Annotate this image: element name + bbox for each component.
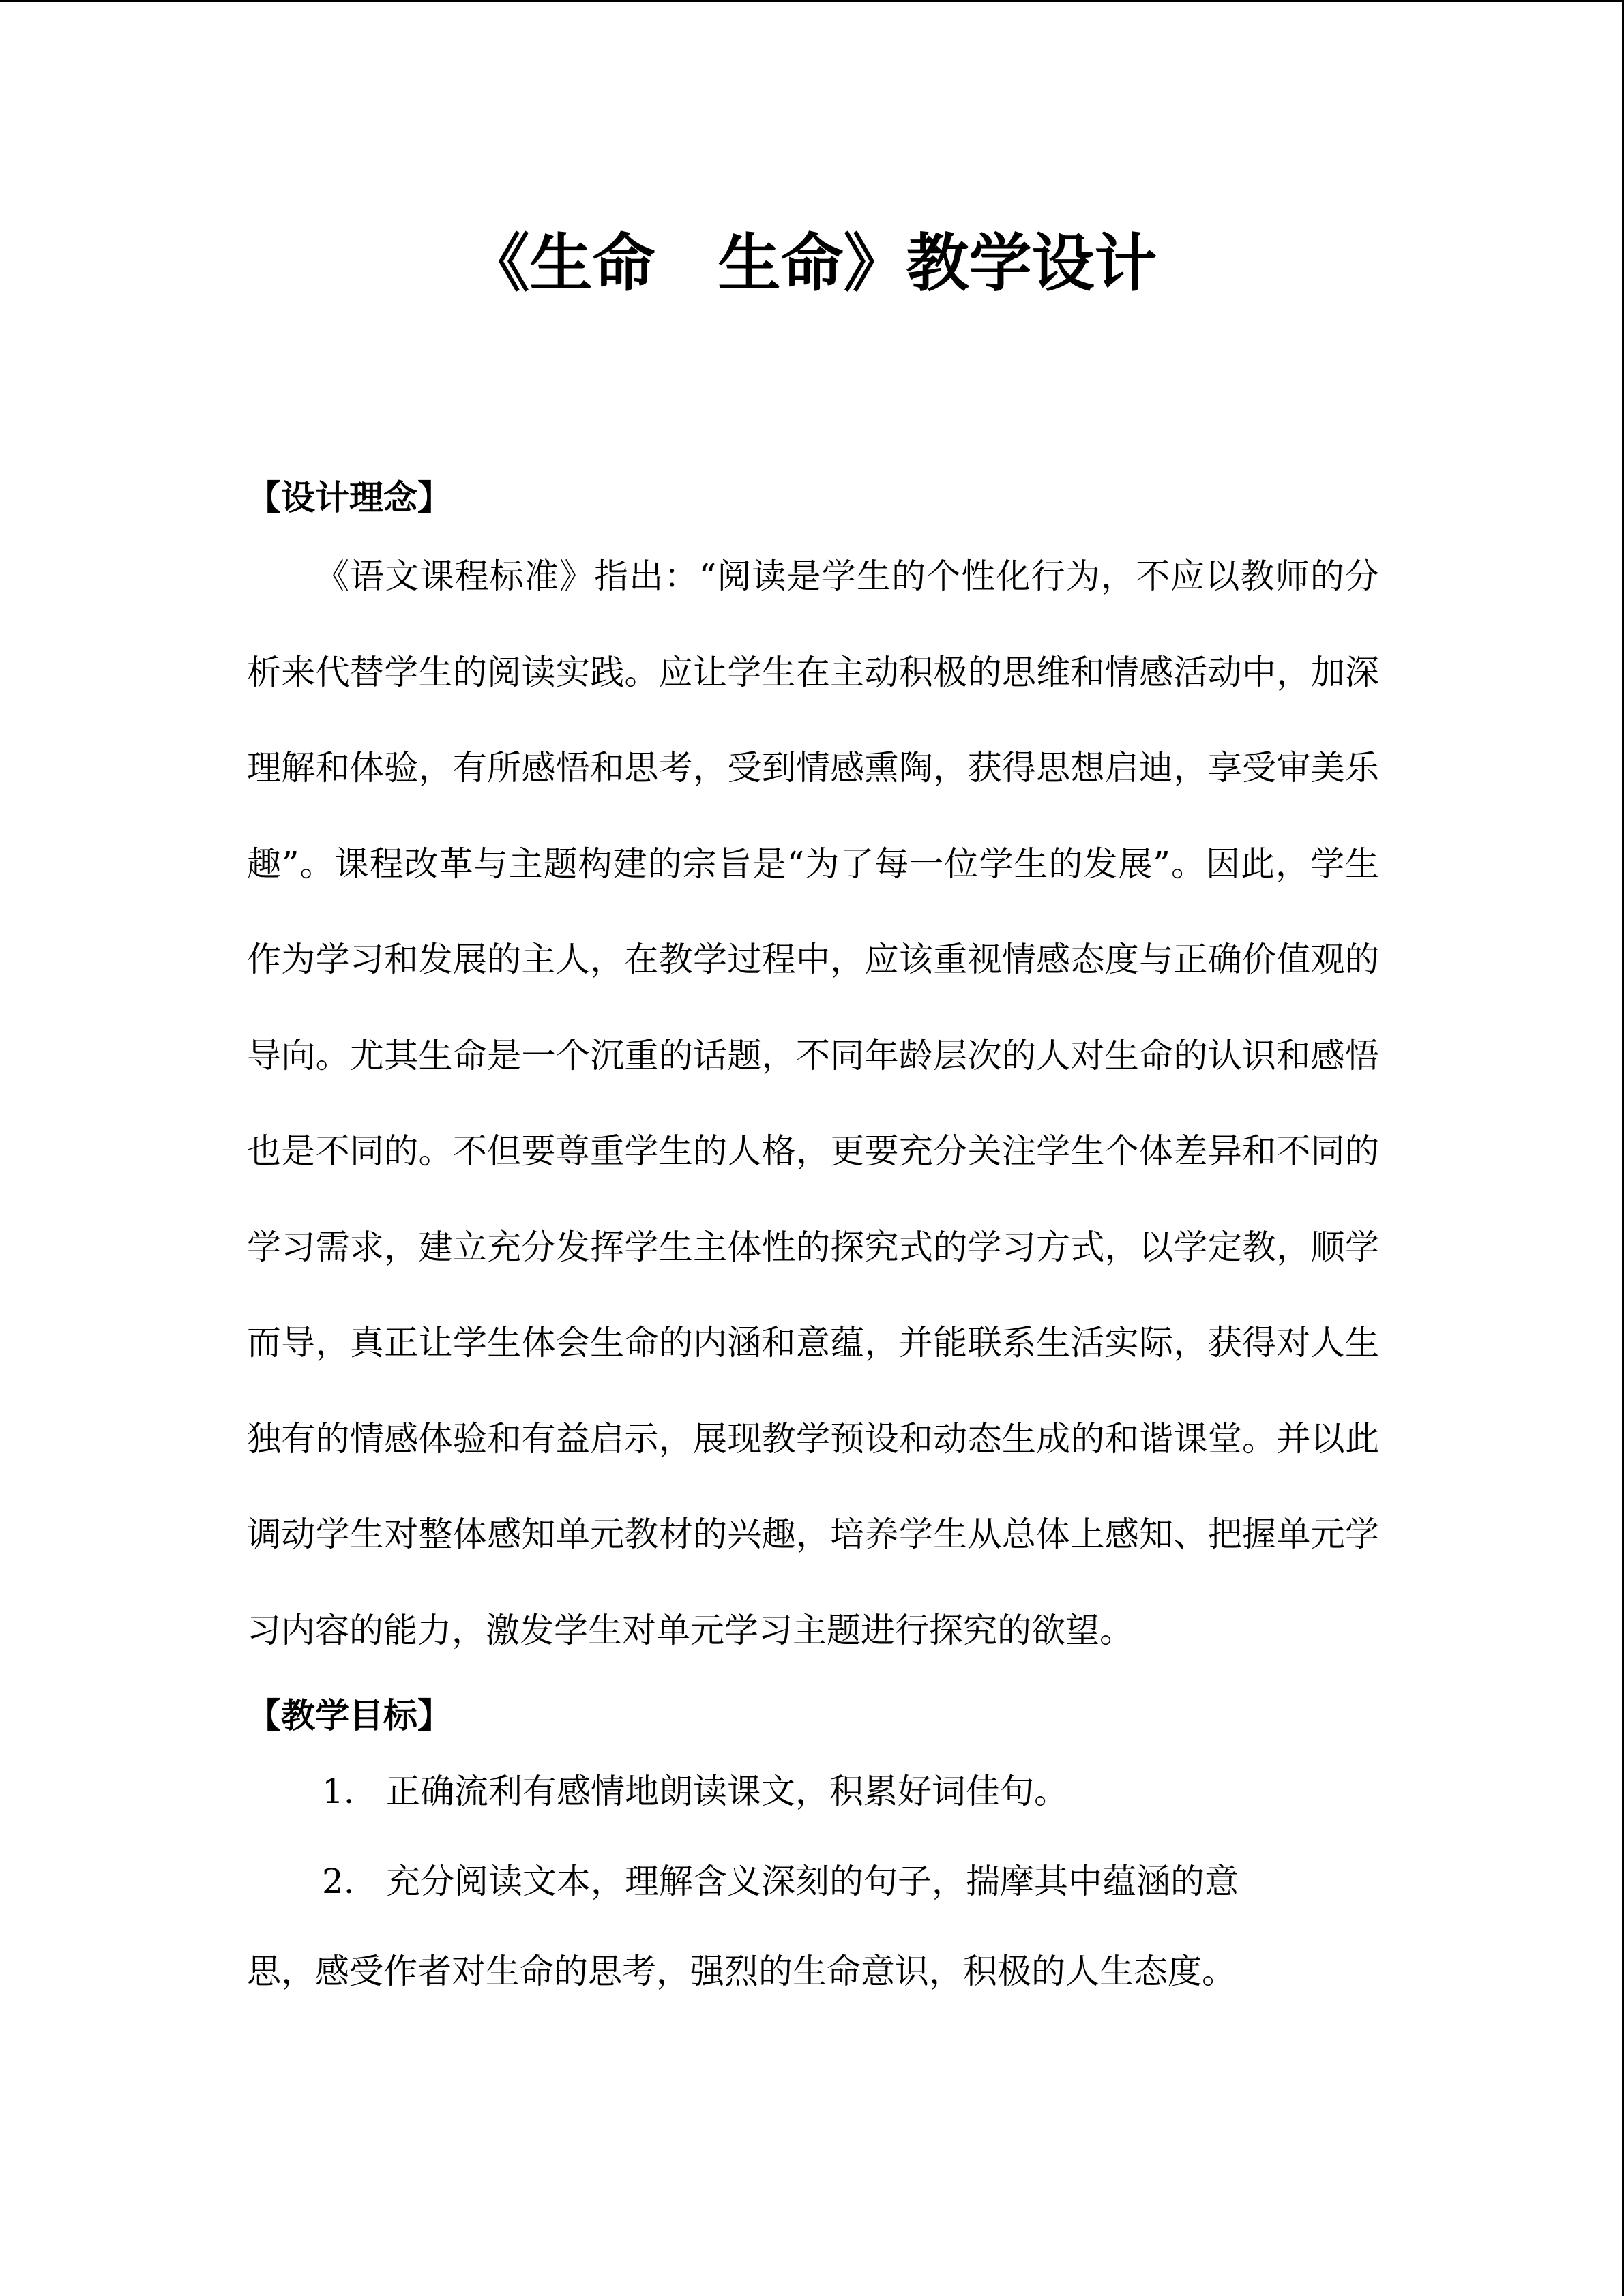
goal-number: 1. [322, 1772, 355, 1811]
page-border-top [0, 0, 1624, 2]
goal-text-continued: 思，感受作者对生命的思考，强烈的生命意识，积极的人生态度。 [247, 1952, 1236, 1991]
teaching-goal-item [247, 1746, 1379, 1836]
goal-text: 充分阅读文本，理解含义深刻的句子，揣摩其中蕴涵的意 [386, 1862, 1239, 1901]
design-concept-paragraph: 《语文课程标准》指出：“阅读是学生的个性化行为，不应以教师的分析来代替学生的阅读实践。应让学生在主动积极的思维和情感活动中，加深理解和体验，有所感悟和思考，受到情感熏陶，获得思想启迪，享受审美乐趣”。课程改革与主题构建的宗旨是“为了每一位学生的发展”。因此，学生作为学习和发展的主人，在教学过程中，应该重视情感态度与正确价值观的导向。尤其生命是一个沉重的话题，不同年龄层次的人对生命的认识和感悟也是不同的。不但要尊重学生的人格，更要充分关注学生个体差异和不同的学习需求，建立充分发挥学生主体性的探究式的学习方式，以学定教，顺学而导，真正让学生体会生命的内涵和意蕴，并能联系生活实际，获得对人生独有的情感体验和有益启示，展现教学预设和动态生成的和谐课堂。并以此调动学生对整体感知单元教材的兴趣，培养学生从总体上感知、把握单元学习内容的能力，激发学生对单元学习主题进行探究的欲望。 [247, 556, 1379, 1650]
section-heading-design-concept: 【设计理念】 [247, 478, 452, 518]
document-body [247, 467, 1379, 2016]
goal-text: 正确流利有感情地朗读课文，积累好词佳句。 [386, 1772, 1068, 1811]
teaching-goal-item [247, 1836, 1379, 2016]
goal-number: 2. [322, 1862, 355, 1901]
section-heading-teaching-goals: 【教学目标】 [247, 1696, 452, 1735]
document-title: 《生命 生命》教学设计 [467, 227, 1157, 300]
